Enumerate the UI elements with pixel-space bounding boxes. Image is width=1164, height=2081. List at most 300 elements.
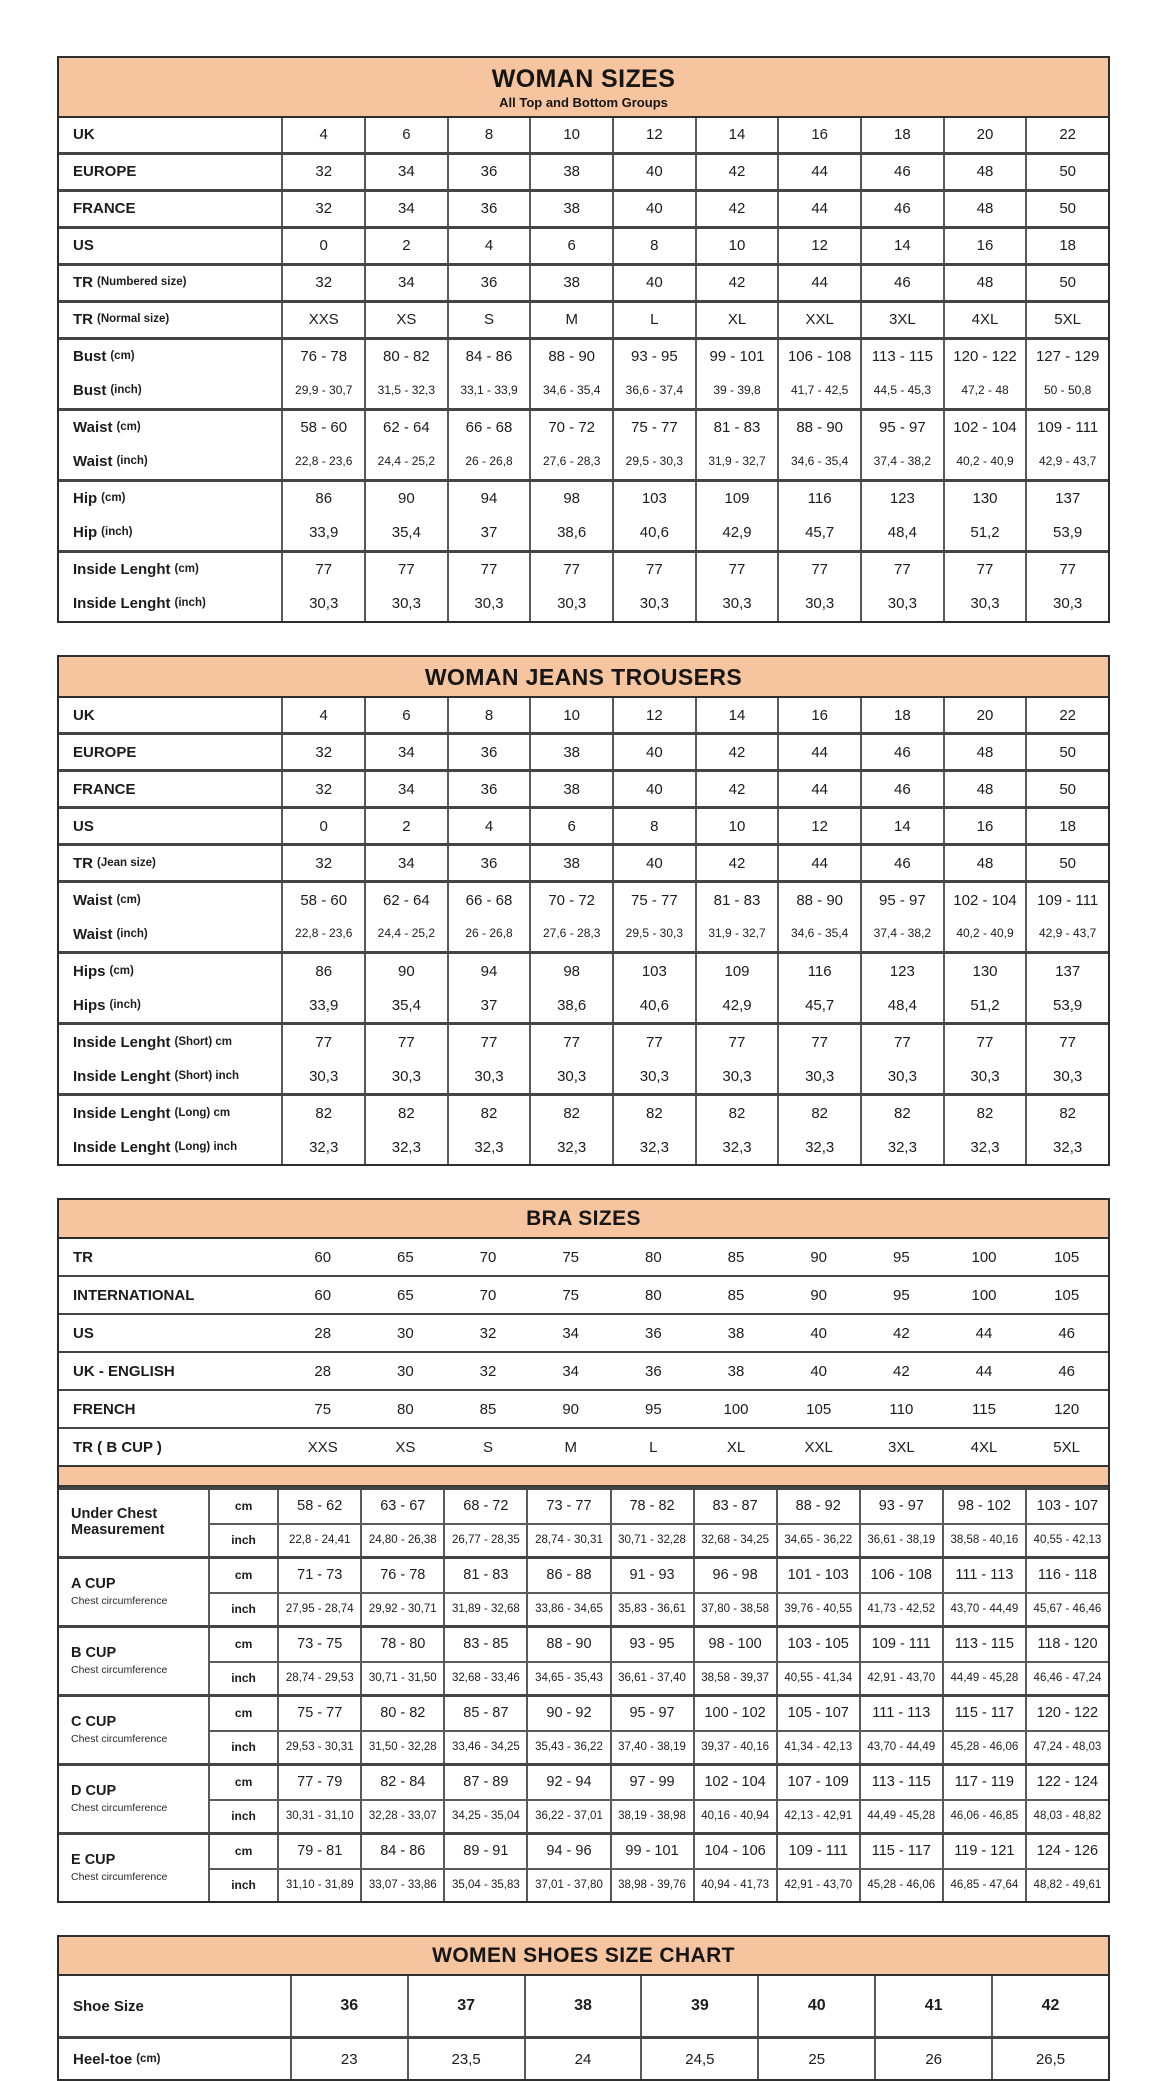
table-row (59, 266, 1108, 300)
table-cell: 30,3 (612, 587, 695, 621)
table-cell: 82 - 84 (360, 1766, 443, 1799)
table-cell: 39 (640, 1976, 757, 2036)
table-row (59, 1025, 1108, 1059)
table-cell: 41 (874, 1976, 991, 2036)
table-row (59, 917, 1108, 951)
table-cell: 27,6 - 28,3 (529, 445, 612, 479)
table-cell: 42 (695, 266, 778, 300)
table-cell: 82 (364, 1096, 447, 1130)
table-cell: 45,28 - 46,06 (859, 1868, 942, 1901)
cup-group-subtitle: Chest circumference (71, 1871, 168, 1884)
row-label (59, 266, 281, 300)
row-label (59, 1096, 281, 1130)
table-cell: 84 - 86 (447, 340, 530, 374)
row-label (59, 2039, 290, 2079)
table-cell: 22,8 - 23,6 (281, 917, 364, 951)
table-cell: 38,6 (529, 988, 612, 1022)
table-cell: 14 (695, 118, 778, 152)
table-cell: 48,4 (860, 516, 943, 550)
row-group (59, 263, 1108, 300)
table-cell: 120 - 122 (943, 340, 1026, 374)
row-label-text: Inside Lenght (73, 1067, 171, 1085)
row-label (59, 445, 281, 479)
table-cell: 39,76 - 40,55 (776, 1592, 859, 1625)
table-cell: 37,4 - 38,2 (860, 445, 943, 479)
table-cell: 10 (529, 698, 612, 732)
table-cell: 123 (860, 954, 943, 988)
table-cell: 30,71 - 31,50 (360, 1661, 443, 1694)
table-cell: 41,34 - 42,13 (776, 1730, 859, 1763)
table-row (59, 1130, 1108, 1164)
table-cell: 50 (1025, 155, 1108, 189)
table-cell: 4 (281, 118, 364, 152)
table-cell: 33,46 - 34,25 (443, 1730, 526, 1763)
table-cell: 127 - 129 (1025, 340, 1108, 374)
table-cell: 45,28 - 46,06 (942, 1730, 1025, 1763)
table-cell: 48 (943, 155, 1026, 189)
row-label-note: (cm) (110, 350, 135, 363)
table-cell: 33,9 (281, 516, 364, 550)
table-cell: 43,70 - 44,49 (942, 1592, 1025, 1625)
table-cell: 50 (1025, 266, 1108, 300)
table-cell: 38,6 (529, 516, 612, 550)
table-cell: 80 (397, 1400, 414, 1418)
table-cell: 22 (1025, 698, 1108, 732)
table-cell: 77 (1025, 1025, 1108, 1059)
table-cell: 8 (612, 229, 695, 263)
table-cell: 81 - 83 (695, 883, 778, 917)
table-cell: 46,06 - 46,85 (942, 1799, 1025, 1832)
table-cell: 77 (529, 1025, 612, 1059)
table-cell: 4XL (943, 303, 1026, 337)
table-cell: 40 (810, 1324, 828, 1342)
table-cell: 16 (943, 809, 1026, 843)
row-group (59, 769, 1108, 806)
row-label (59, 698, 281, 732)
table-header (59, 1937, 1108, 1976)
table-cell: 40,55 - 42,13 (1025, 1523, 1108, 1556)
table-cell: 102 - 104 (943, 411, 1026, 445)
table-cell: 70 (479, 1248, 497, 1266)
table-cell: 42,91 - 43,70 (859, 1661, 942, 1694)
table-cell: 83 - 85 (443, 1628, 526, 1661)
row-label-note: (cm) (174, 563, 199, 576)
table-cell: 85 (479, 1400, 497, 1418)
table-cell: 95 (645, 1400, 662, 1418)
table-cell: 4 (447, 229, 530, 263)
table-cell: 115 - 117 (942, 1697, 1025, 1730)
row-label-text: Hip (73, 524, 98, 542)
table-cell: 10 (529, 118, 612, 152)
cup-group-title: D CUP (71, 1783, 117, 1800)
table-cell: 37,40 - 38,19 (610, 1730, 693, 1763)
table-cell: 79 - 81 (277, 1835, 360, 1868)
cup-group-label (59, 1628, 208, 1694)
table-cell: 32,3 (612, 1130, 695, 1164)
table-cell: 46 (860, 266, 943, 300)
table-cell: 28,74 - 30,31 (526, 1523, 609, 1556)
table-cell: 94 (447, 482, 530, 516)
table-cell: 26 - 26,8 (447, 445, 530, 479)
row-label (59, 1429, 281, 1465)
row-label-text: Waist (73, 419, 113, 437)
unit-label-cm: cm (208, 1628, 277, 1661)
table-cell: 130 (943, 954, 1026, 988)
table-cell: 93 - 97 (859, 1490, 942, 1523)
table-cell: 88 - 90 (529, 340, 612, 374)
row-label-note: (Short) inch (174, 1069, 240, 1082)
table-cell: 95 - 97 (610, 1697, 693, 1730)
table-cell: 30,3 (943, 1059, 1026, 1093)
table-cell: 48,03 - 48,82 (1025, 1799, 1108, 1832)
row-label (59, 917, 281, 951)
unit-label-cm: cm (208, 1697, 277, 1730)
row-label-text: Inside Lenght (73, 561, 171, 579)
table-cell: 66 - 68 (447, 883, 530, 917)
table-cell: 33,9 (281, 988, 364, 1022)
table-cell: 42 (695, 155, 778, 189)
table-cell: 40,6 (612, 988, 695, 1022)
table-cell: 77 (612, 553, 695, 587)
row-label-note: (Short) cm (174, 1035, 232, 1048)
row-label-note: (inch) (110, 384, 142, 397)
table-cell: 35,04 - 35,83 (443, 1868, 526, 1901)
row-label (59, 1239, 281, 1275)
table-cell: 94 (447, 954, 530, 988)
row-group (59, 152, 1108, 189)
row-group (59, 300, 1108, 337)
table-cell: 44 (777, 192, 860, 226)
table-cell: 51,2 (943, 988, 1026, 1022)
table-cell: 80 (645, 1286, 662, 1304)
table-cell: 29,53 - 30,31 (277, 1730, 360, 1763)
table-cell: 82 (695, 1096, 778, 1130)
table-cell: 4 (281, 698, 364, 732)
table-cell: 100 - 102 (693, 1697, 776, 1730)
table-cell: 27,95 - 28,74 (277, 1592, 360, 1625)
table-cell: 90 (364, 954, 447, 988)
table-cell: 90 (810, 1248, 828, 1266)
table-cell: 31,50 - 32,28 (360, 1730, 443, 1763)
table-cell: 58 - 62 (277, 1490, 360, 1523)
table-cell: 32,3 (447, 1130, 530, 1164)
table-cell: 82 (860, 1096, 943, 1130)
table-cell: 44 (777, 846, 860, 880)
cup-group (59, 1625, 1108, 1694)
table-cell: M (564, 1438, 577, 1456)
table-cell: M (529, 303, 612, 337)
table-cell: 82 (1025, 1096, 1108, 1130)
table-cell: 35,83 - 36,61 (610, 1592, 693, 1625)
table-cell: 24 (524, 2039, 641, 2079)
cup-group-label (59, 1766, 208, 1832)
table-cell: 32 (479, 1324, 497, 1342)
table-cell: 107 - 109 (776, 1766, 859, 1799)
table-cell: 70 - 72 (529, 411, 612, 445)
row-label-text: Inside Lenght (73, 1138, 171, 1156)
table-cell: 34 (364, 192, 447, 226)
cup-group-label (59, 1490, 208, 1556)
table-cell: 40,94 - 41,73 (693, 1868, 776, 1901)
table-cell: 88 - 90 (777, 411, 860, 445)
table-cell: 78 - 82 (610, 1490, 693, 1523)
table-cell: 4 (447, 809, 530, 843)
table-cell: 100 (971, 1248, 997, 1266)
table-cell: 6 (529, 809, 612, 843)
row-label (59, 516, 281, 550)
table-cell: 46 (860, 735, 943, 769)
table-cell: 46,85 - 47,64 (942, 1868, 1025, 1901)
row-label-note: (inch) (101, 526, 133, 539)
table-cell: 93 - 95 (610, 1628, 693, 1661)
table-cell: 50 - 50,8 (1025, 374, 1108, 408)
table-cell: 95 - 97 (860, 411, 943, 445)
table-cell: 30,3 (612, 1059, 695, 1093)
row-label-text: Bust (73, 348, 107, 366)
table-cell: 14 (860, 229, 943, 263)
table-row (59, 445, 1108, 479)
table-cell: 34,65 - 35,43 (526, 1661, 609, 1694)
table-cell: 3XL (887, 1438, 915, 1456)
table-cell: 30,3 (860, 587, 943, 621)
table-cell: 122 - 124 (1025, 1766, 1108, 1799)
row-label-text: TR (73, 274, 93, 292)
table-cell: 90 (364, 482, 447, 516)
table-cell: 31,89 - 32,68 (443, 1592, 526, 1625)
table-cell: 73 - 75 (277, 1628, 360, 1661)
table-cell: 48 (943, 846, 1026, 880)
table-cell: 46 (1058, 1362, 1075, 1380)
table-cell: 5XL (1053, 1438, 1080, 1456)
row-label (59, 735, 281, 769)
table-cell: XXS (307, 1438, 338, 1456)
row-label (59, 482, 281, 516)
table-cell: 29,92 - 30,71 (360, 1592, 443, 1625)
table-cell: 38 (529, 735, 612, 769)
table-cell: 99 - 101 (695, 340, 778, 374)
row-label-text: FRANCE (73, 200, 136, 218)
table-cell: 36,61 - 37,40 (610, 1661, 693, 1694)
cup-group-label (59, 1559, 208, 1625)
row-group (59, 843, 1108, 880)
table-cell: 32 (281, 192, 364, 226)
table-cell: 34 (364, 155, 447, 189)
table-cell: 95 (892, 1248, 910, 1266)
table-cell: 44 (777, 772, 860, 806)
table-cell: 33,07 - 33,86 (360, 1868, 443, 1901)
row-label (59, 303, 281, 337)
separator-band (59, 1465, 1108, 1487)
table-row (59, 1427, 1108, 1465)
table-cell: 30,3 (695, 1059, 778, 1093)
table-cell: 90 - 92 (526, 1697, 609, 1730)
row-label-note: (inch) (109, 998, 141, 1011)
table-cell: 116 (777, 954, 860, 988)
table-cell: 116 (777, 482, 860, 516)
table-cell: 77 (943, 553, 1026, 587)
row-label-text: US (73, 1324, 94, 1342)
table-cell: 103 - 107 (1025, 1490, 1108, 1523)
row-label (59, 1025, 281, 1059)
table-cell: 105 (1054, 1286, 1080, 1304)
row-label (59, 374, 281, 408)
table-cell: 16 (777, 118, 860, 152)
table-cell: 30,3 (777, 1059, 860, 1093)
table-cell: 46 (860, 155, 943, 189)
table-cell: 111 - 113 (859, 1697, 942, 1730)
row-label (59, 1130, 281, 1164)
table-cell: 50 (1025, 846, 1108, 880)
row-group (59, 880, 1108, 951)
table-cell: 34,25 - 35,04 (443, 1799, 526, 1832)
row-label-text: Bust (73, 382, 107, 400)
table-header (59, 1200, 1108, 1239)
row-label-text: Inside Lenght (73, 1104, 171, 1122)
table-cell: 38 (529, 266, 612, 300)
table-cell: 105 (806, 1400, 832, 1418)
table-cell: 34,6 - 35,4 (777, 445, 860, 479)
row-label (59, 988, 281, 1022)
table-bra-sizes (57, 1198, 1110, 1903)
table-cell: 109 - 111 (1025, 411, 1108, 445)
table-cell: 36 (645, 1324, 662, 1342)
table-cell: 44 (777, 735, 860, 769)
table-cell: 66 - 68 (447, 411, 530, 445)
table-cell: 32 (281, 846, 364, 880)
table-cell: 100 (723, 1400, 749, 1418)
table-row (59, 735, 1108, 769)
table-cell: 82 (612, 1096, 695, 1130)
table-cell: 124 - 126 (1025, 1835, 1108, 1868)
table-cell: 46,46 - 47,24 (1025, 1661, 1108, 1694)
row-group (59, 226, 1108, 263)
row-label-text: Inside Lenght (73, 1033, 171, 1051)
table-cell: 32 (281, 266, 364, 300)
table-cell: 30,3 (447, 1059, 530, 1093)
table-cell: 33,1 - 33,9 (447, 374, 530, 408)
table-cell: 18 (860, 698, 943, 732)
table-cell: 4XL (970, 1438, 998, 1456)
row-label-text: US (73, 817, 94, 835)
table-cell: 60 (314, 1286, 332, 1304)
table-row (59, 954, 1108, 988)
table-cell: 60 (314, 1248, 332, 1266)
table-cell: 51,2 (943, 516, 1026, 550)
unit-label-cm: cm (208, 1766, 277, 1799)
cup-group (59, 1487, 1108, 1556)
table-cell: 22 (1025, 118, 1108, 152)
table-cell: 45,67 - 46,46 (1025, 1592, 1108, 1625)
row-label-text: TR (73, 1248, 93, 1266)
table-cell: 32,3 (1025, 1130, 1108, 1164)
table-cell: 50 (1025, 192, 1108, 226)
row-label-text: UK (73, 126, 95, 144)
table-cell: 34 (364, 772, 447, 806)
unit-label-inch: inch (208, 1592, 277, 1625)
cup-group-label (59, 1697, 208, 1763)
table-cell: 101 - 103 (776, 1559, 859, 1592)
table-cell: 35,4 (364, 516, 447, 550)
table-row (59, 1389, 1108, 1427)
table-cell: 18 (1025, 809, 1108, 843)
table-cell: 14 (695, 698, 778, 732)
table-cell: 37 (447, 988, 530, 1022)
table-row (59, 553, 1108, 587)
table-cell: 30 (397, 1324, 414, 1342)
table-cell: 30,3 (529, 587, 612, 621)
table-cell: 84 - 86 (360, 1835, 443, 1868)
table-row (59, 340, 1108, 374)
table-row (59, 374, 1108, 408)
table-cell: 82 (943, 1096, 1026, 1130)
table-cell: 45,7 (777, 516, 860, 550)
table-cell: 83 - 87 (693, 1490, 776, 1523)
table-cell: 73 - 77 (526, 1490, 609, 1523)
table-cell: 29,9 - 30,7 (281, 374, 364, 408)
table-cell: 106 - 108 (777, 340, 860, 374)
table-cell: 94 - 96 (526, 1835, 609, 1868)
table-cell: 46 (1058, 1324, 1075, 1342)
table-cell: 28 (314, 1324, 332, 1342)
row-label-note: (Long) inch (174, 1140, 238, 1153)
cup-group-title: E CUP (71, 1852, 116, 1869)
table-row (59, 229, 1108, 263)
row-label (59, 1353, 281, 1389)
table-cell: 119 - 121 (942, 1835, 1025, 1868)
table-cell: 40 (757, 1976, 874, 2036)
table-cell: 103 (612, 482, 695, 516)
row-group (59, 806, 1108, 843)
table-cell: 32 (479, 1362, 497, 1380)
table-cell: 95 - 97 (860, 883, 943, 917)
table-header (59, 657, 1108, 698)
unit-label-cm: cm (208, 1835, 277, 1868)
table-cell: 77 (777, 1025, 860, 1059)
table-row (59, 988, 1108, 1022)
table-row (59, 883, 1108, 917)
table-cell: 123 (860, 482, 943, 516)
row-label-note: (Numbered size) (97, 276, 187, 289)
table-cell: XL (726, 1438, 746, 1456)
table-cell: 44 (975, 1362, 993, 1380)
table-cell: 109 (695, 954, 778, 988)
table-cell: 58 - 60 (281, 411, 364, 445)
row-group (59, 732, 1108, 769)
table-cell: 44 (777, 266, 860, 300)
table-cell: 34,65 - 36,22 (776, 1523, 859, 1556)
row-label-text: Hips (73, 962, 106, 980)
table-row (59, 1096, 1108, 1130)
table-cell: 113 - 115 (942, 1628, 1025, 1661)
table-cell: 42,13 - 42,91 (776, 1799, 859, 1832)
table-cell: 44 (975, 1324, 993, 1342)
row-label (59, 411, 281, 445)
table-cell: XXS (281, 303, 364, 337)
table-cell: 36 (447, 155, 530, 189)
table-cell: 38 (524, 1976, 641, 2036)
table-cell: 30,3 (695, 587, 778, 621)
table-cell: 31,10 - 31,89 (277, 1868, 360, 1901)
table-row (59, 1059, 1108, 1093)
cup-group (59, 1556, 1108, 1625)
table-header (59, 58, 1108, 118)
table-cell: 32 (281, 735, 364, 769)
row-label-note: (cm) (136, 2052, 161, 2065)
table-cell: 104 - 106 (693, 1835, 776, 1868)
table-cell: 32,3 (281, 1130, 364, 1164)
table-cell: 24,5 (640, 2039, 757, 2079)
table-cell: L (612, 303, 695, 337)
